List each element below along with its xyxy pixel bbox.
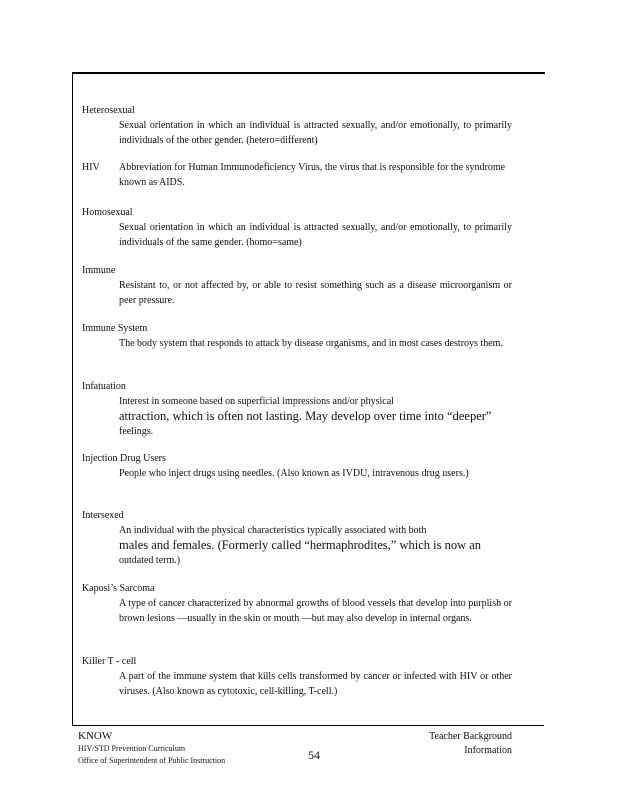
glossary-definition-line: feelings.	[119, 426, 154, 437]
glossary-term: Homosexual	[82, 207, 133, 218]
glossary-entry-homosexual	[82, 205, 512, 250]
glossary-term: Injection Drug Users	[82, 453, 166, 464]
glossary-definition-line: attraction, which is often not lasting. May develop over time into “deeper”	[119, 409, 492, 423]
glossary-entry-immune	[82, 263, 512, 308]
left-margin-rule	[72, 72, 73, 725]
glossary-definition: A part of the immune system that kills cells transformed by cancer or infected with HIV or other viruses. (Also known as cytotoxic, cell-killing, T-cell.)	[119, 671, 512, 697]
footer-rule	[72, 725, 544, 726]
glossary-definition: Sexual orientation in which an individual is attracted sexually, and/or emotionally, to primarily individuals of the same gender. (homo=same)	[119, 222, 512, 248]
glossary-definition-line: Interest in someone based on superficial impressions and/or physical	[119, 396, 394, 407]
glossary-definition: People who inject drugs using needles. (Also known as IVDU, intravenous drug users.)	[119, 468, 469, 479]
footer-know: KNOW	[78, 730, 113, 742]
glossary-entry-heterosexual	[82, 103, 512, 148]
footer-office: Office of Superintendent of Public Instruction	[78, 756, 226, 765]
glossary-definition: Resistant to, or not affected by, or able to resist something such as a disease microorganism or peer pressure.	[119, 280, 512, 306]
footer-right	[429, 730, 512, 758]
footer-teacher-background: Teacher Background	[429, 731, 512, 742]
glossary-term: Infatuation	[82, 381, 126, 392]
page-number: 54	[308, 748, 320, 762]
glossary-definition: Sexual orientation in which an individual is attracted sexually, and/or emotionally, to primarily individuals of the other gender. (hetero=different)	[119, 120, 512, 146]
glossary-entry-intersexed	[82, 508, 481, 568]
glossary-term: Killer T - cell	[82, 656, 137, 667]
footer-curriculum: HIV/STD Prevention Curriculum	[78, 744, 186, 753]
glossary-term: Immune System	[82, 323, 148, 334]
glossary-definition-line: An individual with the physical characteristics typically associated with both	[119, 525, 427, 536]
top-rule	[73, 72, 545, 74]
glossary-term: HIV	[82, 162, 100, 173]
glossary-term: Immune	[82, 265, 116, 276]
footer-information: Information	[464, 745, 512, 756]
footer-left	[78, 729, 225, 767]
glossary-definition-line: outdated term.)	[119, 555, 181, 566]
glossary-definition: The body system that responds to attack by disease organisms, and in most cases destroys them.	[119, 338, 503, 349]
glossary-definition: A type of cancer characterized by abnormal growths of blood vessels that develop into purplish or brown lesions —usually in the skin or mouth —but may also develop in internal organs.	[119, 598, 512, 624]
glossary-entry-immune-system	[82, 321, 503, 351]
glossary-definition: Abbreviation for Human Immunodeficiency Virus, the virus that is responsible for the syndrome known as AIDS.	[119, 162, 506, 188]
glossary-term: Kaposi’s Sarcoma	[82, 583, 155, 594]
glossary-entry-infatuation	[82, 379, 491, 439]
glossary-entry-injection-drug-users	[82, 451, 469, 481]
glossary-entry-kaposis-sarcoma	[82, 581, 512, 626]
glossary-entry-killer-t-cell	[82, 654, 512, 699]
glossary-entry-hiv	[82, 160, 509, 190]
glossary-term: Heterosexual	[82, 105, 135, 116]
glossary-term: Intersexed	[82, 510, 124, 521]
glossary-definition-line: males and females. (Formerly called “hermaphrodites,” which is now an	[119, 538, 482, 552]
